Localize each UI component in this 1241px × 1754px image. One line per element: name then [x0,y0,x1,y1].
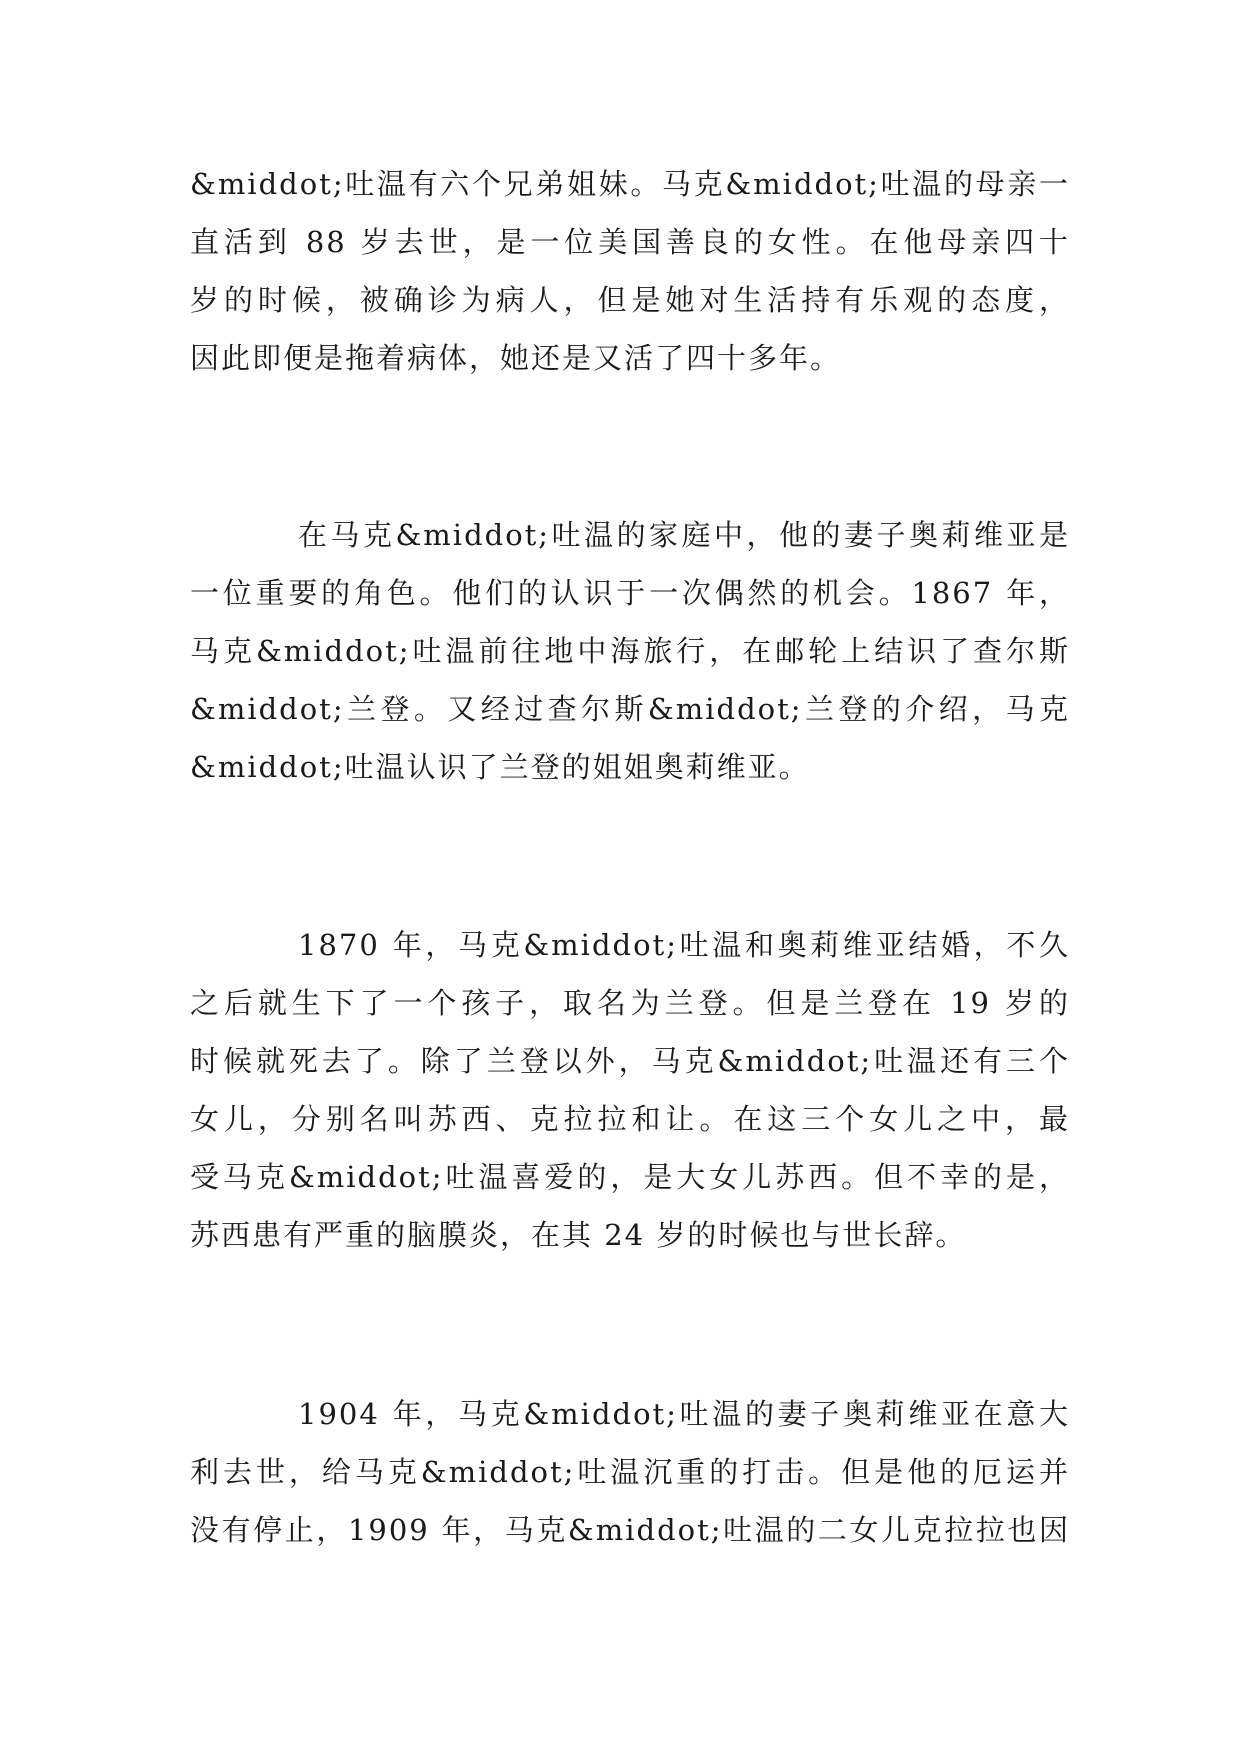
paragraph-line: 岁的时候，被确诊为病人，但是她对生活持有乐观的态度， [190,283,1070,317]
paragraph-line: 因此即便是拖着病体，她还是又活了四十多年。 [190,341,842,375]
paragraph-line: 直活到 88 岁去世，是一位美国善良的女性。在他母亲四十 [190,225,1070,259]
paragraph-line: &middot;吐温认识了兰登的姐姐奥莉维亚。 [190,750,810,784]
paragraph-line: 利去世，给马克&middot;吐温沉重的打击。但是他的厄运并 [190,1455,1070,1489]
paragraph-line: &middot;兰登。又经过查尔斯&middot;兰登的介绍，马克 [190,692,1070,726]
paragraph-2 [190,506,1070,796]
paragraph-line: 一位重要的角色。他们的认识于一次偶然的机会。1867 年， [190,576,1070,610]
paragraph-line: 马克&middot;吐温前往地中海旅行，在邮轮上结识了查尔斯 [190,634,1070,668]
paragraph-line: 在马克&middot;吐温的家庭中，他的妻子奥莉维亚是 [298,518,1070,552]
paragraph-line: 之后就生下了一个孩子，取名为兰登。但是兰登在 19 岁的 [190,986,1070,1020]
paragraph-line: 苏西患有严重的脑膜炎，在其 24 岁的时候也与世长辞。 [190,1218,967,1252]
paragraph-4 [190,1385,1070,1559]
paragraph-line: 时候就死去了。除了兰登以外，马克&middot;吐温还有三个 [190,1044,1070,1078]
paragraph-line: 受马克&middot;吐温喜爱的，是大女儿苏西。但不幸的是， [190,1160,1070,1194]
paragraph-1 [190,155,1070,387]
paragraph-line: 1870 年，马克&middot;吐温和奥莉维亚结婚，不久 [298,928,1070,962]
paragraph-3 [190,916,1070,1264]
paragraph-line: 1904 年，马克&middot;吐温的妻子奥莉维亚在意大 [298,1397,1070,1431]
paragraph-line: 女儿，分别名叫苏西、克拉拉和让。在这三个女儿之中，最 [190,1102,1070,1136]
paragraph-line: &middot;吐温有六个兄弟姐妹。马克&middot;吐温的母亲一 [190,167,1070,201]
paragraph-line: 没有停止，1909 年，马克&middot;吐温的二女儿克拉拉也因 [190,1513,1070,1547]
